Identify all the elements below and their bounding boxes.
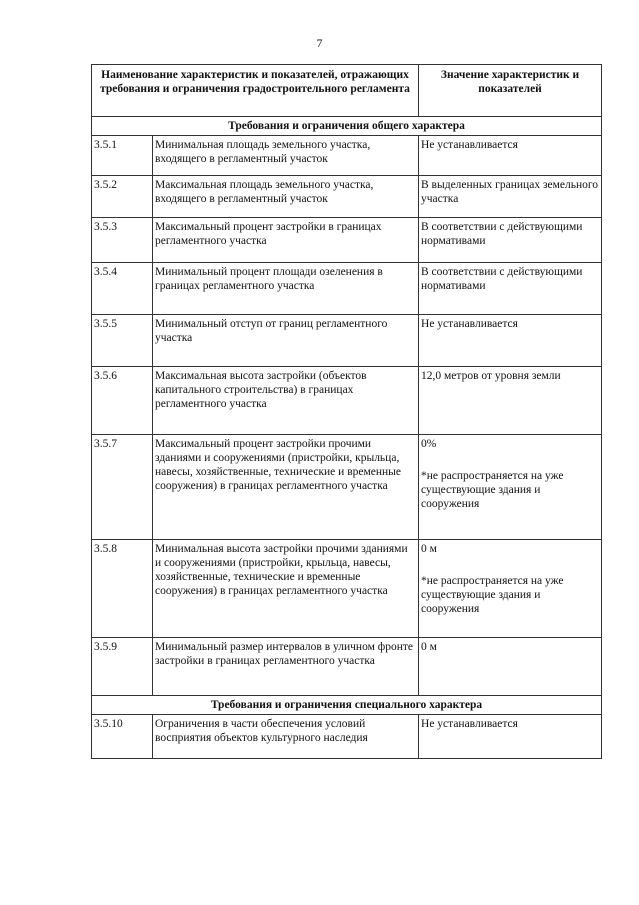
row-number: 3.5.8 — [92, 540, 153, 638]
row-value-text: В выделенных границах земельного участка — [421, 179, 599, 205]
page-number: 7 — [316, 36, 323, 50]
row-value — [419, 638, 602, 696]
table-row — [92, 218, 602, 263]
row-value-text: В соответствии с действующими нормативами — [421, 221, 583, 247]
row-name: Максимальный процент застройки в границах регламентного участка — [153, 218, 419, 263]
header-value-cell: Значение характеристик и показателей — [419, 65, 602, 117]
row-value-text: 0 м — [421, 641, 437, 653]
row-value — [419, 435, 602, 540]
row-number: 3.5.2 — [92, 176, 153, 218]
row-value — [419, 315, 602, 367]
row-value — [419, 263, 602, 315]
row-value-text: В соответствии с действующими нормативами — [421, 266, 583, 292]
row-value-text: Не устанавливается — [421, 139, 518, 151]
table-row — [92, 136, 602, 176]
table-row — [92, 540, 602, 638]
table-row — [92, 638, 602, 696]
row-name: Минимальная высота застройки прочими зданиями и сооружениями (пристройки, крыльца, навесы, хозяйственные, технические и временные сооружения) в границах регламентного участка — [153, 540, 419, 638]
table-row — [92, 315, 602, 367]
section-row — [92, 117, 602, 136]
row-value — [419, 715, 602, 759]
row-number: 3.5.5 — [92, 315, 153, 367]
row-name: Максимальная площадь земельного участка, входящего в регламентный участок — [153, 176, 419, 218]
row-note: *не распространяется на уже существующие здания и сооружения — [421, 470, 564, 510]
row-name: Минимальный процент площади озеленения в границах регламентного участка — [153, 263, 419, 315]
row-number: 3.5.7 — [92, 435, 153, 540]
table-row — [92, 367, 602, 435]
row-name: Минимальная площадь земельного участка, входящего в регламентный участок — [153, 136, 419, 176]
section-title: Требования и ограничения общего характера — [92, 117, 602, 136]
row-value — [419, 136, 602, 176]
row-name: Максимальный процент застройки прочими зданиями и сооружениями (пристройки, крыльца, навесы, хозяйственные, технические и временные сооружения) в границах регламентного участка — [153, 435, 419, 540]
table-row — [92, 715, 602, 759]
row-value-text: Не устанавливается — [421, 318, 518, 330]
row-number: 3.5.3 — [92, 218, 153, 263]
row-name: Максимальная высота застройки (объектов капитального строительства) в границах регламентного участка — [153, 367, 419, 435]
row-value-text: Не устанавливается — [421, 718, 518, 730]
header-row — [92, 65, 602, 117]
note-gap — [421, 451, 599, 469]
row-value — [419, 367, 602, 435]
header-name-cell: Наименование характеристик и показателей, отражающих требования и ограничения градостроительного регламента — [92, 65, 419, 117]
row-value — [419, 218, 602, 263]
row-value-text: 0 м — [421, 543, 437, 555]
section-title: Требования и ограничения специального характера — [92, 696, 602, 715]
regulation-table — [91, 64, 602, 759]
row-number: 3.5.1 — [92, 136, 153, 176]
table-row — [92, 435, 602, 540]
row-number: 3.5.6 — [92, 367, 153, 435]
row-name: Минимальный отступ от границ регламентного участка — [153, 315, 419, 367]
table-row — [92, 176, 602, 218]
row-number: 3.5.4 — [92, 263, 153, 315]
row-note: *не распространяется на уже существующие здания и сооружения — [421, 575, 564, 615]
row-value-text: 0% — [421, 438, 437, 450]
row-name: Минимальный размер интервалов в уличном фронте застройки в границах регламентного участка — [153, 638, 419, 696]
row-value — [419, 176, 602, 218]
note-gap — [421, 556, 599, 574]
row-number: 3.5.9 — [92, 638, 153, 696]
row-name: Ограничения в части обеспечения условий восприятия объектов культурного наследия — [153, 715, 419, 759]
row-value — [419, 540, 602, 638]
row-value-text: 12,0 метров от уровня земли — [421, 370, 561, 382]
table-row — [92, 263, 602, 315]
section-row — [92, 696, 602, 715]
row-number: 3.5.10 — [92, 715, 153, 759]
